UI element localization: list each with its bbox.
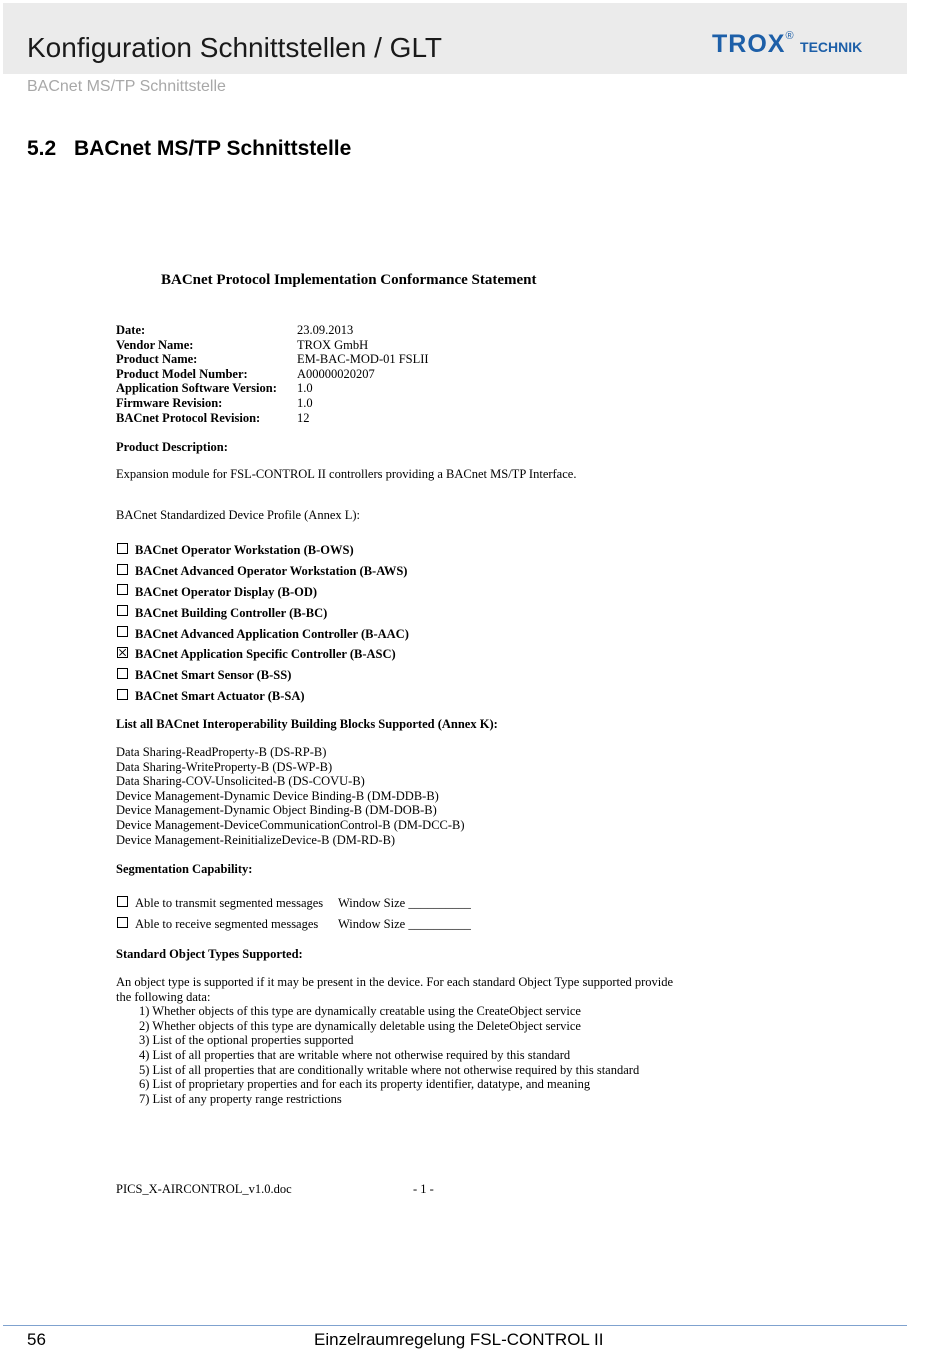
bibb-item: Data Sharing-ReadProperty-B (DS-RP-B) <box>116 745 327 759</box>
field-value: TROX GmbH <box>297 337 369 352</box>
field-value: A00000020207 <box>297 366 375 381</box>
device-profile-option <box>117 644 409 665</box>
device-profile-option <box>117 582 409 603</box>
pics-field-row <box>116 338 429 353</box>
object-types-item: 6) List of proprietary properties and for each its property identifier, datatype, and meaning <box>139 1077 591 1092</box>
pics-title: BACnet Protocol Implementation Conformance Statement <box>161 272 537 288</box>
bibb-item: Device Management-DeviceCommunicationControl-B (DM-DCC-B) <box>116 817 465 832</box>
pics-doc-filename: PICS_X-AIRCONTROL_v1.0.doc <box>116 1182 292 1196</box>
device-profile-option <box>117 540 409 561</box>
object-types-intro: An object type is supported if it may be present in the device. For each standard Object Type supported provide <box>116 975 674 989</box>
segmentation-option <box>117 914 471 935</box>
field-value: 12 <box>297 410 310 425</box>
section-number: 5.2 <box>27 137 57 160</box>
checkbox-unchecked[interactable] <box>117 626 128 637</box>
device-profile-option <box>117 603 409 624</box>
field-label: Firmware Revision: <box>116 395 223 410</box>
checkbox-unchecked[interactable] <box>117 896 128 907</box>
object-types-item: 5) List of all properties that are conditionally writable where not otherwise required by this standard <box>139 1062 640 1077</box>
logo-subtext: TECHNIK <box>800 39 863 55</box>
field-value: EM-BAC-MOD-01 FSLII <box>297 352 429 367</box>
field-value: 1.0 <box>297 381 313 396</box>
page-number: 56 <box>27 1330 46 1349</box>
object-types-item: 7) List of any property range restrictions <box>139 1091 342 1106</box>
segmentation-list <box>117 893 471 935</box>
device-profile-option <box>117 561 409 582</box>
device-profile-option <box>117 665 409 686</box>
pics-field-row <box>116 352 429 367</box>
bibb-item: Data Sharing-COV-Unsolicited-B (DS-COVU-B) <box>116 774 365 789</box>
device-profile-label-text: BACnet Smart Sensor (B-SS) <box>135 668 292 683</box>
field-value: 1.0 <box>297 395 313 410</box>
field-label: Date: <box>116 323 146 337</box>
checkbox-unchecked[interactable] <box>117 564 128 575</box>
bibbs-list <box>116 745 465 847</box>
segmentation-option-label: Able to receive segmented messages <box>135 917 319 931</box>
segmentation-option <box>117 893 471 914</box>
field-label: Application Software Version: <box>116 381 277 396</box>
window-size-field: Window Size __________ <box>338 896 471 910</box>
pics-field-row <box>116 323 429 338</box>
segmentation-option-label: Able to transmit segmented messages <box>135 896 324 910</box>
footer-title: Einzelraumregelung FSL-CONTROL II <box>314 1330 604 1349</box>
product-description-text: Expansion module for FSL-CONTROL II controllers providing a BACnet MS/TP Interface. <box>116 467 577 481</box>
field-label: BACnet Protocol Revision: <box>116 410 261 425</box>
object-types-item: 2) Whether objects of this type are dynamically deletable using the DeleteObject service <box>139 1018 581 1033</box>
pics-field-row <box>116 411 429 426</box>
field-label: Vendor Name: <box>116 337 194 352</box>
trox-technik-logo <box>712 30 862 60</box>
device-profile-list <box>117 540 409 707</box>
device-profile-label-text: BACnet Advanced Operator Workstation (B-AWS) <box>135 563 408 578</box>
device-profile-label: BACnet Standardized Device Profile (Annex L): <box>116 508 361 522</box>
device-profile-label-text: BACnet Application Specific Controller (B-ASC) <box>135 647 396 662</box>
logo-registered-mark: ® <box>785 30 794 42</box>
section-title: BACnet MS/TP Schnittstelle <box>74 137 352 160</box>
checkbox-unchecked[interactable] <box>117 689 128 700</box>
device-profile-label-text: BACnet Advanced Application Controller (B-AAC) <box>135 626 409 641</box>
product-description-label: Product Description: <box>116 440 228 454</box>
pics-field-row <box>116 396 429 411</box>
object-types-item: 4) List of all properties that are writable where not otherwise required by this standard <box>139 1047 571 1062</box>
page-header-subtitle: BACnet MS/TP Schnittstelle <box>27 78 226 95</box>
device-profile-option <box>117 624 409 645</box>
pics-doc-page: - 1 - <box>413 1182 434 1196</box>
field-label: Product Model Number: <box>116 366 248 381</box>
window-size-field: Window Size __________ <box>338 917 471 931</box>
object-types-label: Standard Object Types Supported: <box>116 947 303 961</box>
object-types-item: 3) List of the optional properties supported <box>139 1033 354 1048</box>
object-types-item: 1) Whether objects of this type are dynamically creatable using the CreateObject service <box>139 1004 581 1019</box>
device-profile-option <box>117 686 409 707</box>
device-profile-label-text: BACnet Operator Display (B-OD) <box>135 584 318 599</box>
section-heading <box>27 137 351 161</box>
field-value: 23.09.2013 <box>297 323 354 337</box>
pics-field-row <box>116 367 429 382</box>
checkbox-unchecked[interactable] <box>117 584 128 595</box>
page-header-title: Konfiguration Schnittstellen / GLT <box>27 32 443 63</box>
device-profile-label-text: BACnet Building Controller (B-BC) <box>135 605 328 620</box>
bibb-item: Data Sharing-WriteProperty-B (DS-WP-B) <box>116 759 333 774</box>
checkbox-unchecked[interactable] <box>117 605 128 616</box>
device-profile-label-text: BACnet Smart Actuator (B-SA) <box>135 689 305 704</box>
field-label: Product Name: <box>116 352 198 367</box>
device-profile-label-text: BACnet Operator Workstation (B-OWS) <box>135 543 354 557</box>
checkbox-unchecked[interactable] <box>117 917 128 928</box>
pics-field-row <box>116 381 429 396</box>
checkbox-unchecked[interactable] <box>117 543 128 554</box>
object-types-text <box>116 975 673 1106</box>
checkbox-checked[interactable] <box>117 647 128 658</box>
bibbs-label: List all BACnet Interoperability Building Blocks Supported (Annex K): <box>116 717 498 731</box>
logo-wordmark: TROX <box>712 30 786 58</box>
pics-field-list <box>116 323 429 425</box>
bibb-item: Device Management-Dynamic Device Binding-B (DM-DDB-B) <box>116 788 439 803</box>
object-types-intro: the following data: <box>116 989 211 1004</box>
footer-divider <box>3 1325 907 1326</box>
bibb-item: Device Management-ReinitializeDevice-B (DM-RD-B) <box>116 832 396 847</box>
checkbox-unchecked[interactable] <box>117 668 128 679</box>
bibb-item: Device Management-Dynamic Object Binding-B (DM-DOB-B) <box>116 803 437 818</box>
segmentation-label: Segmentation Capability: <box>116 862 253 876</box>
